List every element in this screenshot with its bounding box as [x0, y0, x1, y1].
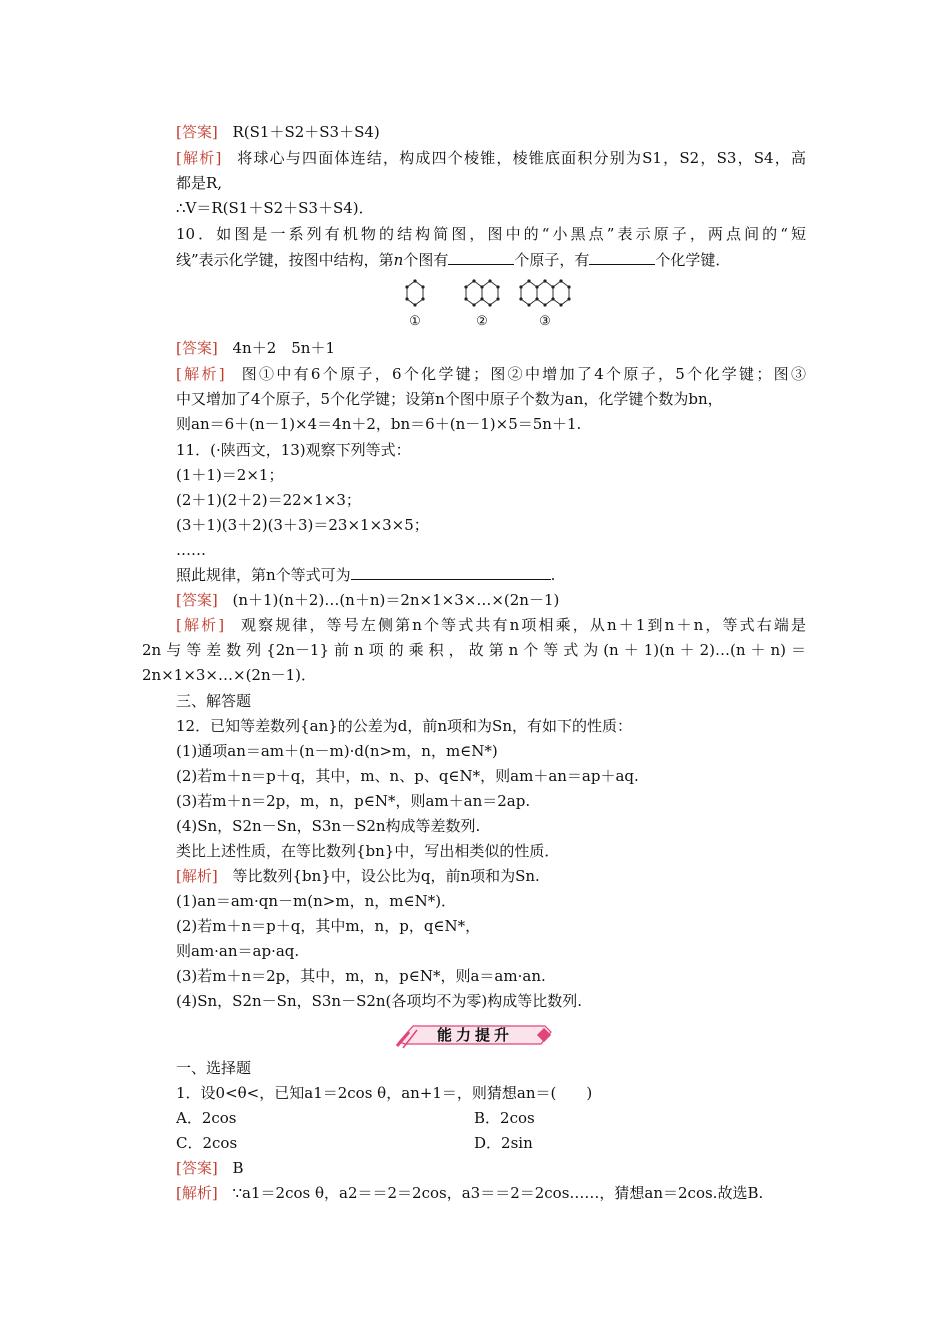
answer-tag: [答案] — [176, 591, 218, 609]
mc1-analysis — [176, 1183, 763, 1203]
mc1-option-b[interactable]: B．2cos — [474, 1109, 535, 1127]
mc1-option-a[interactable]: A．2cos — [176, 1109, 237, 1127]
hexagon-3a — [521, 281, 537, 305]
q10-analysis-line1: 图①中有6个原子，6个化学键；图②中增加了4个原子，5个化学键；图③ — [241, 365, 806, 383]
analysis-tag: [解析] — [176, 365, 225, 383]
answer-tag: [答案] — [176, 339, 218, 357]
mc1-option-d[interactable]: D．2sin — [474, 1134, 533, 1152]
q11-answer — [176, 590, 559, 610]
q11-eq2: (2＋1)(2＋2)＝22×1×3； — [176, 491, 361, 509]
q12-property-2: (2)若m＋n＝p＋q，其中，m、n、p、q∈N*，则am＋an＝ap＋aq. — [176, 767, 639, 785]
fig-label-2: ② — [476, 314, 488, 329]
q10-stem-part-c: 个原子，有 — [514, 251, 590, 269]
q10-blank-bonds[interactable] — [589, 250, 655, 265]
q10-stem-line1: 10．如图是一系列有机物的结构简图，图中的“小黑点”表示原子，两点间的“短 — [176, 225, 806, 243]
q12-answer-2: (2)若m＋n＝p＋q，其中m，n，p，q∈N*， — [176, 917, 481, 935]
q12-property-3: (3)若m＋n＝2p，m，n，p∈N*，则am＋an＝2ap. — [176, 792, 531, 810]
q9-answer-text: R(S1＋S2＋S3＋S4) — [232, 123, 380, 141]
q10-stem-part-a: 线”表示化学键，按图中结构，第 — [176, 251, 394, 269]
q11-rule-text: 照此规律，第n个等式可为 — [176, 566, 351, 584]
hexagon-2a — [466, 281, 482, 305]
q9-analysis-line1: 将球心与四面体连结，构成四个棱锥，棱锥底面积分别为S1，S2，S3，S4，高 — [237, 149, 806, 167]
q11-analysis-line1: 观察规律，等号左侧第n个等式共有n项相乘，从n＋1到n＋n，等式右端是 — [240, 616, 806, 634]
q12-property-4: (4)Sn，S2n－Sn，S3n－S2n构成等差数列. — [176, 817, 481, 835]
q10-stem-part-b: 个图有 — [403, 251, 449, 269]
q9-answer — [176, 122, 380, 142]
q11-analysis-line3: 2n×1×3×…×(2n－1)． — [142, 666, 317, 684]
q9-analysis-line2: 都是R, — [176, 174, 223, 192]
molecule-figure — [400, 278, 580, 332]
q10-stem-part-d: 个化学键． — [655, 251, 731, 269]
mc1-stem: 1．设0<θ<，已知a1＝2cos θ，an+1＝，则猜想an＝( ) — [176, 1084, 593, 1102]
q11-blank[interactable] — [351, 565, 551, 580]
ability-banner — [395, 1020, 555, 1050]
fig-label-1: ① — [409, 314, 421, 329]
q9-analysis — [176, 148, 806, 168]
analysis-tag: [解析] — [176, 616, 225, 634]
q10-stem-line2: 线”表示化学键，按图中结构，第n个图有 个原子，有 个化学键． — [176, 251, 731, 269]
q11-analysis-line2: 2n与等差数列{2n－1}前n项的乘积，故第n个等式为(n＋1)(n＋2)…(n＋n)＝ — [142, 641, 806, 659]
q12-property-1: (1)通项an＝am＋(n－m)·d(n>m，n，m∈N*) — [176, 742, 498, 760]
mc1-option-c[interactable]: C．2cos — [176, 1134, 238, 1152]
hexagon-3c — [553, 281, 569, 305]
q10-answer-text: 4n＋2 5n＋1 — [232, 339, 335, 357]
q10-analysis-line3: 则an＝6＋(n－1)×4＝4n＋2，bn＝6＋(n－1)×5＝5n＋1. — [176, 415, 582, 433]
q11-eq1: (1＋1)＝2×1； — [176, 466, 284, 484]
q11-eq3: (3＋1)(3＋2)(3＋3)＝23×1×3×5； — [176, 516, 429, 534]
section-heading-3: 三、解答题 — [176, 692, 252, 710]
q9-analysis-line3: ∴V＝R(S1＋S2＋S3＋S4)． — [176, 199, 374, 217]
hexagon-3b — [537, 281, 553, 305]
q10-analysis-line2: 中又增加了4个原子，5个化学键；设第n个图中原子个数为an，化学键个数为bn， — [176, 390, 723, 408]
answer-tag: [答案] — [176, 123, 218, 141]
q10-blank-atoms[interactable] — [448, 250, 514, 265]
q10-analysis — [176, 364, 806, 384]
mc1-answer-text: B — [232, 1159, 244, 1177]
mc1-analysis-text: ∵a1＝2cos θ，a2＝＝2＝2cos，a3＝＝2＝2cos……，猜想an＝2cos.故选B. — [232, 1184, 764, 1202]
mc1-answer — [176, 1158, 244, 1178]
answer-tag: [答案] — [176, 1159, 218, 1177]
q12-answer-4: (4)Sn，S2n－Sn，S3n－S2n(各项均不为零)构成等比数列. — [176, 992, 583, 1010]
q11-rule: 照此规律，第n个等式可为 . — [176, 566, 556, 584]
analysis-tag: [解析] — [176, 1184, 218, 1202]
hexagon-1 — [407, 281, 423, 305]
q12-answer-3: (3)若m＋n＝2p，其中，m，n，p∈N*，则a＝am·an. — [176, 967, 546, 985]
q10-answer — [176, 338, 335, 358]
q11-dots: …… — [176, 541, 206, 559]
q12-task: 类比上述性质，在等比数列{bn}中，写出相类似的性质． — [176, 842, 560, 860]
banner-title: 能力提升 — [436, 1026, 513, 1044]
q12-stem: 12．已知等差数列{an}的公差为d，前n项和为Sn，有如下的性质： — [176, 717, 632, 735]
q11-analysis — [176, 615, 806, 635]
q12-analysis — [176, 866, 540, 886]
analysis-tag: [解析] — [176, 867, 218, 885]
molecule-diagram — [400, 278, 580, 332]
q11-answer-text: (n＋1)(n＋2)…(n＋n)＝2n×1×3×…×(2n－1) — [232, 591, 560, 609]
q12-answer-2b: 则am·an＝ap·aq. — [176, 942, 300, 960]
fig-label-3: ③ — [539, 314, 551, 329]
q12-analysis-line1: 等比数列{bn}中，设公比为q，前n项和为Sn. — [232, 867, 540, 885]
section-heading-1: 一、选择题 — [176, 1059, 252, 1077]
q12-answer-1: (1)an＝am·qn－m(n>m，n，m∈N*)． — [176, 892, 457, 910]
analysis-tag: [解析] — [176, 149, 222, 167]
q11-stem: 11．(·陕西文，13)观察下列等式： — [176, 441, 411, 459]
hexagon-2b — [482, 281, 498, 305]
